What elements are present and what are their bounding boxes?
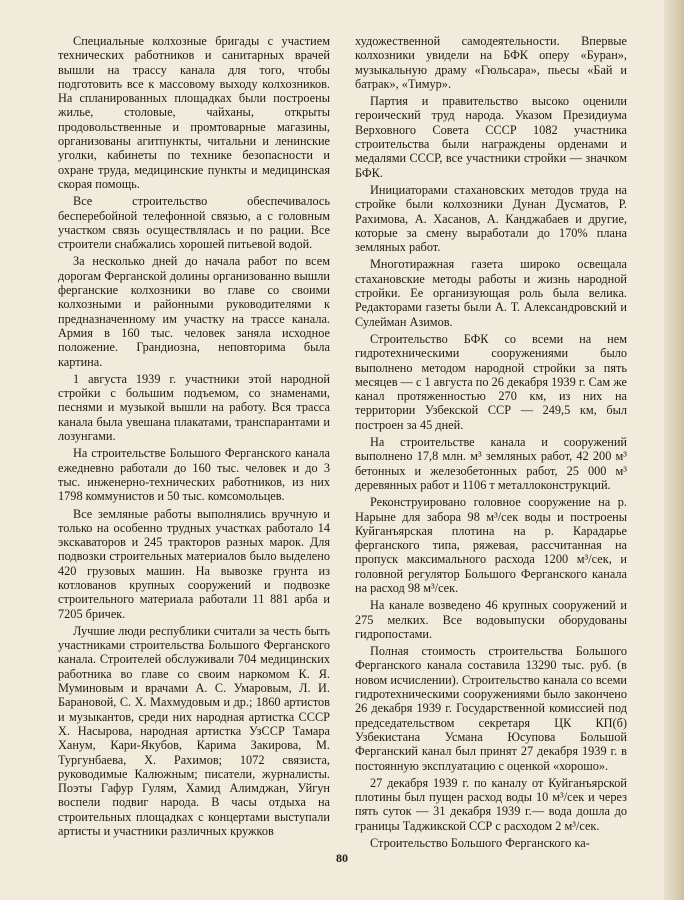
paragraph: художественной самодеятельности. Впервые колхозники увидели на БФК оперу «Буран», музыкальную драму «Гюльсара», пьесы «Бай и батрак», «Тимур». [355,34,627,91]
paragraph: Реконструировано головное сооружение на р. Нарыне для забора 98 м³/сек воды и построены Куйганъярская плотина на р. Карадарье ферганского типа, ряжевая, рассчитанная на пропуск максимального расхода 1200 м³/сек, и головной регулятор Большого Ферганского канала на расход 98 м³/сек. [355,495,627,595]
paragraph: Полная стоимость строительства Большого Ферганского канала составила 13290 тыс. руб. (в новом исчислении). Строительство канала со всеми гидротехническими сооружениями было закончено 26 декабря 1939 г. Государственной комиссией под председательством секретаря ЦК КП(б) Узбекистана Усмана Юсупова Большой Ферганский канал был принят 27 декабря 1939 г. в постоянную эксплуатацию с оценкой «хорошо». [355,644,627,773]
right-column [355,34,627,853]
paragraph: Инициаторами стахановских методов труда на стройке были колхозники Дунан Дусматов, Р. Рахимова, А. Хасанов, А. Канджабаев и другие, которые за смену выработали до 170% плана земляных работ. [355,182,627,255]
paragraph: На строительстве Большого Ферганского канала ежедневно работали до 160 тыс. человек и до 3 тыс. инженерно-технических работников, из них 1798 коммунистов и 50 тыс. комсомольцев. [58,446,330,504]
paragraph: Партия и правительство высоко оценили героический труд народа. Указом Президиума Верховного Совета СССР 1082 участника строительства были награждены орденами и медалями СССР, все участники стройки — значком БФК. [355,94,627,180]
paragraph: 1 августа 1939 г. участники этой народной стройки с большим подъемом, со знаменами, песнями и музыкой вышли на работу. Вся трасса канала была увешана плакатами, транспарантами и лозунгами. [58,371,330,444]
left-column [58,34,330,841]
paragraph: Многотиражная газета широко освещала стахановские методы работы и жизнь народной стройки. Ее организующая роль была велика. Редакторами газеты были А. Т. Александровский и Сулейман Азимов. [355,257,627,329]
page-number: 80 [336,851,348,865]
paragraph: Все земляные работы выполнялись вручную и только на особенно трудных участках работало 14 экскаваторов и 245 тракторов разных марок. Для подвозки строительных материалов было выделено 420 грузовых машин. На вывозке грунта из котлованов крупных сооружений и подвозке строительного материала работали 11 881 арба и 7205 бричек. [58,506,330,621]
paragraph: За несколько дней до начала работ по всем дорогам Ферганской долины организованно вышли ферганские колхозники во главе со своими колхозными и районными руководителями к предназначенному им участку на трассе канала. Армия в 160 тыс. человек заняла исходное положение. Грандиозна, неповторима была картина. [58,254,330,369]
paragraph: Строительство Большого Ферганского ка- [370,836,590,851]
page-edge-shadow [664,0,684,900]
paragraph: На канале возведено 46 крупных сооружений и 275 мелких. Все водовыпуски оборудованы гидропостами. [355,598,627,641]
paragraph: Строительство БФК со всеми на нем гидротехническими сооружениями было выполнено методом народной стройки за пять месяцев — с 1 августа по 26 декабря 1939 г. Сам же канал протяженностью 270 км, из них на территории Узбекской ССР — 249,5 км, был построен за 45 дней. [355,331,627,432]
paragraph: Специальные колхозные бригады с участием технических работников и санитарных врачей вышли на трассу канала для того, чтобы подготовить все к массовому выходу колхозников. На спланированных площадках были построены жилье, столовые, чайханы, открыты продовольственные и промтоварные магазины, организованы агитпункты, читальни и ленинские уголки, кабинеты по технике безопасности и охране труда, медицинские пункты и медицинская скорая помощь. [58,34,330,191]
paragraph: Лучшие люди республики считали за честь быть участниками строительства Большого Ферганского канала. Строителей обслуживали 704 медицинских работника во главе со своим наркомом К. Я. Муминовым и врачами А. С. Умаровым, Л. И. Барановой, С. Х. Махмудовым и др.; 1860 артистов и музыкантов, среди них народная артистка СССР Х. Насырова, народная артистка УзССР Тамара Ханум, Кари-Якубов, Карима Закирова, М. Тургунбаева, Х. Рахимов; 1072 связиста, руководимые Калюжным; писатели, журналисты. Поэты Гафур Гулям, Хамид Алимджан, Уйгун воспели подвиг народа. В часы отдыха на строительных площадках с концертами выступали артисты и участники различных кружков [58,623,330,839]
paragraph: 27 декабря 1939 г. по каналу от Куйганъярской плотины был пущен расход воды 10 м³/сек и через пять суток — 31 декабря 1939 г.— вода дошла до границы Таджикской ССР с расходом 2 м³/сек. [355,775,627,833]
paragraph: На строительстве канала и сооружений выполнено 17,8 млн. м³ земляных работ, 42 200 м³ бетонных и железобетонных работ, 25 000 м³ деревянных работ и 1106 т металлоконструкций. [355,435,627,492]
paragraph: Все строительство обеспечивалось бесперебойной телефонной связью, а с головным участком связь осуществлялась и по рации. Все строители снабжались хорошей питьевой водой. [58,194,330,252]
